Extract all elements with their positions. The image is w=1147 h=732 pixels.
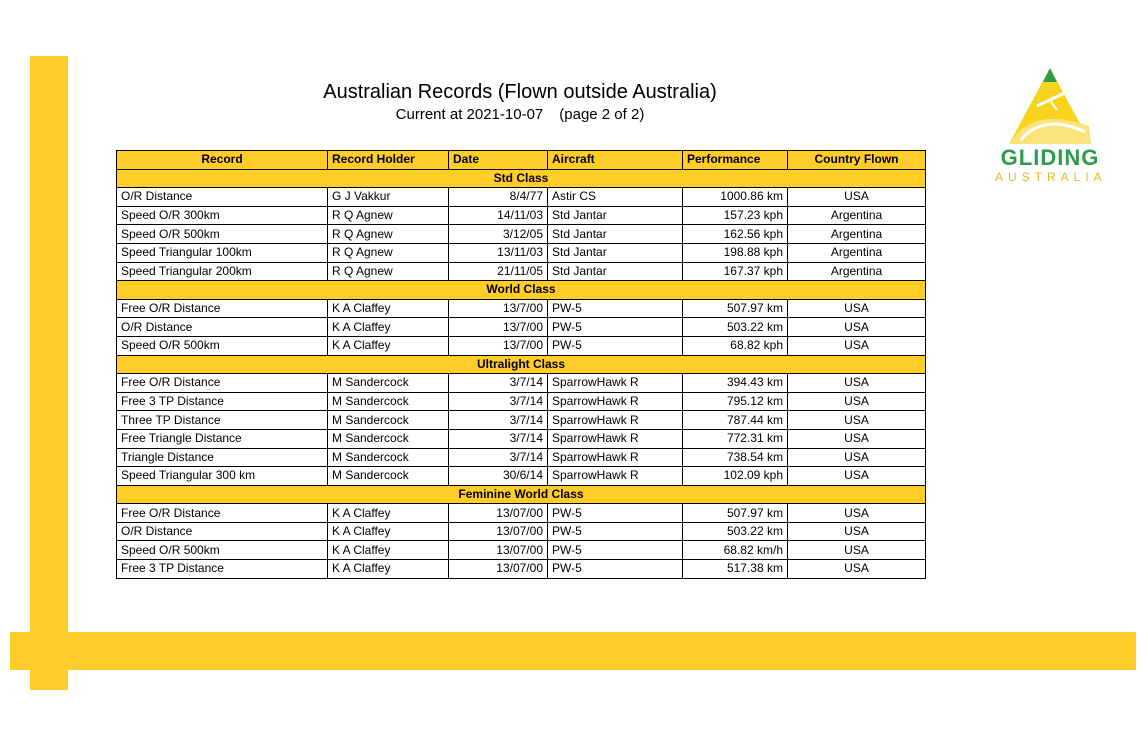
record-cell: O/R Distance <box>117 188 328 207</box>
date-cell: 3/12/05 <box>449 225 548 244</box>
performance-cell: 507.97 km <box>683 504 788 523</box>
country-cell: USA <box>788 188 926 207</box>
date-cell: 13/7/00 <box>449 318 548 337</box>
page-subtitle <box>300 105 740 125</box>
section-row <box>117 355 926 374</box>
column-header-performance: Performance <box>683 151 788 170</box>
performance-cell: 795.12 km <box>683 392 788 411</box>
aircraft-cell: SparrowHawk R <box>548 467 683 486</box>
record-cell: Speed O/R 300km <box>117 206 328 225</box>
performance-cell: 162.56 kph <box>683 225 788 244</box>
country-cell: USA <box>788 411 926 430</box>
table-row <box>117 504 926 523</box>
decorative-horizontal-bar <box>10 632 1136 670</box>
country-cell: USA <box>788 560 926 579</box>
aircraft-cell: PW-5 <box>548 560 683 579</box>
aircraft-cell: Std Jantar <box>548 206 683 225</box>
date-cell: 13/07/00 <box>449 541 548 560</box>
record-cell: O/R Distance <box>117 318 328 337</box>
date-cell: 3/7/14 <box>449 448 548 467</box>
country-cell: USA <box>788 336 926 355</box>
records-table-body <box>117 169 926 578</box>
record-cell: Free O/R Distance <box>117 504 328 523</box>
decorative-vertical-bar <box>30 56 68 690</box>
record-holder-cell: G J Vakkur <box>328 188 449 207</box>
performance-cell: 1000.86 km <box>683 188 788 207</box>
aircraft-cell: SparrowHawk R <box>548 429 683 448</box>
record-holder-cell: R Q Agnew <box>328 225 449 244</box>
page-number: (page 2 of 2) <box>559 106 645 123</box>
country-cell: Argentina <box>788 206 926 225</box>
record-holder-cell: K A Claffey <box>328 299 449 318</box>
performance-cell: 102.09 kph <box>683 467 788 486</box>
table-row <box>117 411 926 430</box>
date-cell: 3/7/14 <box>449 392 548 411</box>
section-title: Feminine World Class <box>117 485 926 504</box>
performance-cell: 68.82 kph <box>683 336 788 355</box>
table-row <box>117 541 926 560</box>
logo-wordmark: GLIDING <box>1000 145 1100 170</box>
aircraft-cell: Astir CS <box>548 188 683 207</box>
country-cell: USA <box>788 374 926 393</box>
column-header-aircraft: Aircraft <box>548 151 683 170</box>
performance-cell: 167.37 kph <box>683 262 788 281</box>
current-at-date: Current at 2021-10-07 <box>395 106 544 123</box>
aircraft-cell: SparrowHawk R <box>548 392 683 411</box>
column-header-record: Record <box>117 151 328 170</box>
country-cell: USA <box>788 467 926 486</box>
aircraft-cell: PW-5 <box>548 522 683 541</box>
records-table <box>116 150 926 579</box>
table-row <box>117 299 926 318</box>
date-cell: 13/7/00 <box>449 336 548 355</box>
record-cell: Free 3 TP Distance <box>117 392 328 411</box>
record-cell: Speed Triangular 200km <box>117 262 328 281</box>
date-cell: 13/07/00 <box>449 504 548 523</box>
aircraft-cell: Std Jantar <box>548 262 683 281</box>
record-cell: Speed O/R 500km <box>117 336 328 355</box>
aircraft-cell: SparrowHawk R <box>548 448 683 467</box>
table-row <box>117 467 926 486</box>
performance-cell: 157.23 kph <box>683 206 788 225</box>
table-row <box>117 522 926 541</box>
section-title: Std Class <box>117 169 926 188</box>
country-cell: USA <box>788 541 926 560</box>
record-cell: Speed O/R 500km <box>117 541 328 560</box>
record-holder-cell: R Q Agnew <box>328 262 449 281</box>
table-row <box>117 560 926 579</box>
date-cell: 13/7/00 <box>449 299 548 318</box>
country-cell: Argentina <box>788 243 926 262</box>
aircraft-cell: PW-5 <box>548 504 683 523</box>
record-cell: Three TP Distance <box>117 411 328 430</box>
section-title: Ultralight Class <box>117 355 926 374</box>
record-holder-cell: M Sandercock <box>328 374 449 393</box>
title-block <box>300 80 740 125</box>
date-cell: 30/6/14 <box>449 467 548 486</box>
table-row <box>117 206 926 225</box>
record-cell: Speed Triangular 300 km <box>117 467 328 486</box>
date-cell: 8/4/77 <box>449 188 548 207</box>
column-header-country-flown: Country Flown <box>788 151 926 170</box>
section-row <box>117 281 926 300</box>
record-cell: Speed Triangular 100km <box>117 243 328 262</box>
record-holder-cell: M Sandercock <box>328 392 449 411</box>
performance-cell: 394.43 km <box>683 374 788 393</box>
country-cell: USA <box>788 448 926 467</box>
record-holder-cell: R Q Agnew <box>328 243 449 262</box>
table-row <box>117 225 926 244</box>
performance-cell: 198.88 kph <box>683 243 788 262</box>
table-row <box>117 336 926 355</box>
date-cell: 14/11/03 <box>449 206 548 225</box>
date-cell: 3/7/14 <box>449 429 548 448</box>
aircraft-cell: SparrowHawk R <box>548 411 683 430</box>
record-holder-cell: M Sandercock <box>328 448 449 467</box>
country-cell: Argentina <box>788 262 926 281</box>
logo-subtitle: AUSTRALIA <box>995 170 1107 184</box>
performance-cell: 772.31 km <box>683 429 788 448</box>
page-title: Australian Records (Flown outside Australia) <box>323 81 717 103</box>
record-holder-cell: R Q Agnew <box>328 206 449 225</box>
aircraft-cell: PW-5 <box>548 299 683 318</box>
date-cell: 3/7/14 <box>449 374 548 393</box>
country-cell: USA <box>788 504 926 523</box>
date-cell: 21/11/05 <box>449 262 548 281</box>
table-row <box>117 374 926 393</box>
date-cell: 13/07/00 <box>449 522 548 541</box>
record-holder-cell: M Sandercock <box>328 411 449 430</box>
aircraft-cell: PW-5 <box>548 336 683 355</box>
table-header-row <box>117 151 926 170</box>
country-cell: Argentina <box>788 225 926 244</box>
performance-cell: 517.38 km <box>683 560 788 579</box>
date-cell: 13/11/03 <box>449 243 548 262</box>
record-holder-cell: K A Claffey <box>328 318 449 337</box>
section-title: World Class <box>117 281 926 300</box>
aircraft-cell: Std Jantar <box>548 243 683 262</box>
aircraft-cell: PW-5 <box>548 318 683 337</box>
record-holder-cell: K A Claffey <box>328 541 449 560</box>
record-cell: Free O/R Distance <box>117 299 328 318</box>
glider-triangle-icon <box>1007 66 1093 146</box>
table-row <box>117 188 926 207</box>
aircraft-cell: PW-5 <box>548 541 683 560</box>
record-cell: Free 3 TP Distance <box>117 560 328 579</box>
column-header-record-holder: Record Holder <box>328 151 449 170</box>
aircraft-cell: SparrowHawk R <box>548 374 683 393</box>
performance-cell: 787.44 km <box>683 411 788 430</box>
table-row <box>117 429 926 448</box>
performance-cell: 503.22 km <box>683 522 788 541</box>
date-cell: 3/7/14 <box>449 411 548 430</box>
column-header-date: Date <box>449 151 548 170</box>
aircraft-cell: Std Jantar <box>548 225 683 244</box>
table-row <box>117 448 926 467</box>
country-cell: USA <box>788 429 926 448</box>
section-row <box>117 485 926 504</box>
table-row <box>117 392 926 411</box>
country-cell: USA <box>788 318 926 337</box>
performance-cell: 738.54 km <box>683 448 788 467</box>
performance-cell: 68.82 km/h <box>683 541 788 560</box>
table-row <box>117 262 926 281</box>
record-cell: Free O/R Distance <box>117 374 328 393</box>
record-cell: O/R Distance <box>117 522 328 541</box>
country-cell: USA <box>788 522 926 541</box>
performance-cell: 503.22 km <box>683 318 788 337</box>
record-holder-cell: K A Claffey <box>328 336 449 355</box>
gliding-australia-logo <box>995 66 1105 186</box>
record-cell: Speed O/R 500km <box>117 225 328 244</box>
country-cell: USA <box>788 392 926 411</box>
record-holder-cell: K A Claffey <box>328 522 449 541</box>
record-holder-cell: M Sandercock <box>328 429 449 448</box>
record-holder-cell: M Sandercock <box>328 467 449 486</box>
section-row <box>117 169 926 188</box>
table-row <box>117 318 926 337</box>
performance-cell: 507.97 km <box>683 299 788 318</box>
date-cell: 13/07/00 <box>449 560 548 579</box>
country-cell: USA <box>788 299 926 318</box>
record-cell: Free Triangle Distance <box>117 429 328 448</box>
record-cell: Triangle Distance <box>117 448 328 467</box>
record-holder-cell: K A Claffey <box>328 504 449 523</box>
table-row <box>117 243 926 262</box>
record-holder-cell: K A Claffey <box>328 560 449 579</box>
